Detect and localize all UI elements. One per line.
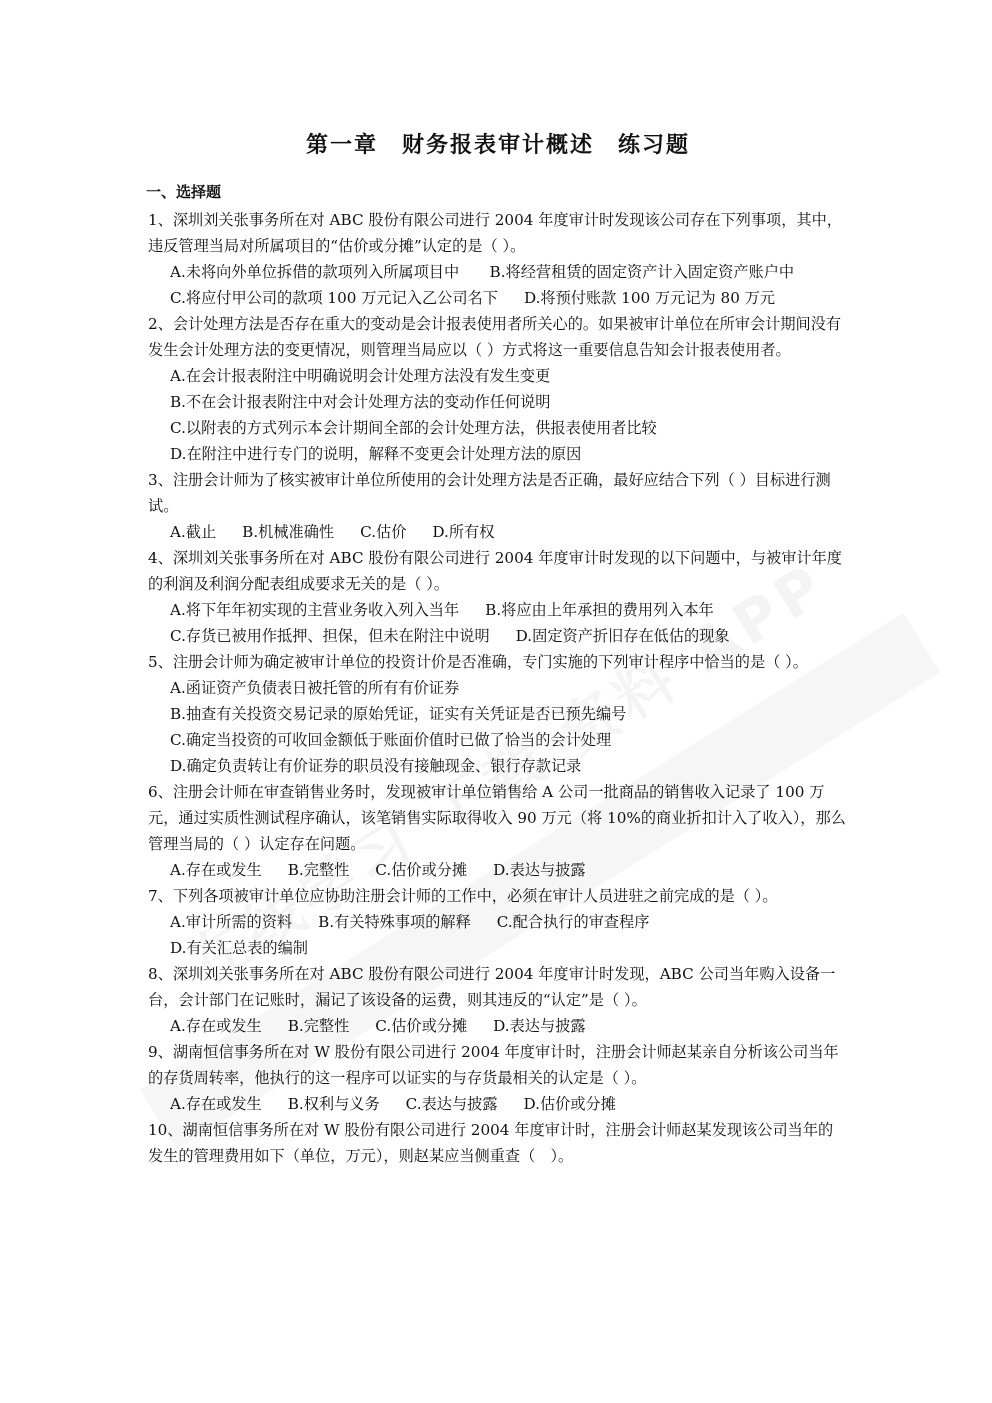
q3-option-d: D.所有权 (432, 523, 495, 541)
question-8: 8、深圳刘关张事务所在对 ABC 股份有限公司进行 2004 年度审计时发现，ABC 公司当年购入设备一台，会计部门在记账时，漏记了该设备的运费，则其违反的“认定”是（ ）。 (148, 965, 836, 1009)
q2-option-d: D.在附注中进行专门的说明，解释不变更会计处理方法的原因 (170, 445, 582, 463)
q5-option-b: B.抽查有关投资交易记录的原始凭证，证实有关凭证是否已预先编号 (170, 705, 627, 723)
q5-option-a: A.函证资产负债表日被托管的所有有价证券 (170, 679, 460, 697)
q6-option-b: B.完整性 (287, 861, 350, 879)
q3-option-b: B.机械准确性 (242, 523, 335, 541)
q2-option-a: A.在会计报表附注中明确说明会计处理方法没有发生变更 (170, 367, 551, 385)
q7-option-a: A.审计所需的资料 (170, 913, 293, 931)
q1-option-c: C.将应付甲公司的款项 100 万元记入乙公司名下 (170, 289, 498, 307)
q9-option-b: B.权利与义务 (287, 1095, 380, 1113)
q7-options-abc (170, 909, 848, 935)
q8-options (170, 1013, 848, 1039)
q4-option-d: D.固定资产折旧存在低估的现象 (515, 627, 730, 645)
q8-option-d: D.表达与披露 (493, 1017, 586, 1035)
q8-option-c: C.估价或分摊 (375, 1017, 468, 1035)
q7-option-d: D.有关汇总表的编制 (170, 939, 308, 957)
question-1: 1、深圳刘关张事务所在对 ABC 股份有限公司进行 2004 年度审计时发现该公司存在下列事项，其中，违反管理当局对所属项目的“估价或分摊”认定的是（ ）。 (148, 211, 842, 255)
q9-option-c: C.表达与披露 (405, 1095, 498, 1113)
q7-option-c: C.配合执行的审查程序 (496, 913, 650, 931)
question-10: 10、湖南恒信事务所在对 W 股份有限公司进行 2004 年度审计时，注册会计师赵某发现该公司当年的发生的管理费用如下（单位，万元），则赵某应当侧重查（ ）。 (148, 1121, 834, 1165)
q2-option-c: C.以附表的方式列示本会计期间全部的会计处理方法，供报表使用者比较 (170, 419, 657, 437)
question-9: 9、湖南恒信事务所在对 W 股份有限公司进行 2004 年度审计时，注册会计师赵某亲自分析该公司当年的存货周转率，他执行的这一程序可以证实的与存货最相关的认定是（ ）。 (148, 1043, 839, 1087)
q5-option-d: D.确定负责转让有价证券的职员没有接触现金、银行存款记录 (170, 757, 582, 775)
q9-option-a: A.存在或发生 (170, 1095, 262, 1113)
q4-option-a: A.将下年年初实现的主营业务收入列入当年 (170, 601, 460, 619)
q6-options (170, 857, 848, 883)
q8-option-a: A.存在或发生 (170, 1017, 262, 1035)
q4-options-ab (170, 597, 848, 623)
question-5: 5、注册会计师为确定被审计单位的投资计价是否准确，专门实施的下列审计程序中恰当的是（ ）。 (148, 653, 808, 671)
question-3: 3、注册会计师为了核实被审计单位所使用的会计处理方法是否正确，最好应结合下列（ ）目标进行测试。 (148, 471, 831, 515)
q5-option-c: C.确定当投资的可收回金额低于账面价值时已做了恰当的会计处理 (170, 731, 612, 749)
question-4: 4、深圳刘关张事务所在对 ABC 股份有限公司进行 2004 年度审计时发现的以下问题中，与被审计年度的利润及利润分配表组成要求无关的是（ ）。 (148, 549, 842, 593)
page-title: 第一章 财务报表审计概述 练习题 (305, 133, 690, 158)
q3-option-a: A.截止 (170, 523, 217, 541)
q9-option-d: D.估价或分摊 (523, 1095, 616, 1113)
q3-option-c: C.估价 (360, 523, 407, 541)
q1-option-d: D.将预付账款 100 万元记为 80 万元 (523, 289, 776, 307)
question-7: 7、下列各项被审计单位应协助注册会计师的工作中，必须在审计人员进驻之前完成的是（ ）。 (148, 887, 778, 905)
question-6: 6、注册会计师在审查销售业务时，发现被审计单位销售给 A 公司一批商品的销售收入记录了 100 万元，通过实质性测试程序确认，该笔销售实际取得收入 90 万元（将 10%的商业折扣计入了收入），那么管理当局的（ ）认定存在问题。 (148, 783, 846, 853)
q4-options-cd (170, 623, 848, 649)
q7-option-b: B.有关特殊事项的解释 (318, 913, 471, 931)
section-heading: 一、选择题 (146, 183, 222, 201)
q4-option-c: C.存货已被用作抵押、担保，但未在附注中说明 (170, 627, 490, 645)
q6-option-d: D.表达与披露 (493, 861, 586, 879)
q2-option-b: B.不在会计报表附注中对会计处理方法的变动作任何说明 (170, 393, 551, 411)
q9-options (170, 1091, 848, 1117)
q8-option-b: B.完整性 (287, 1017, 350, 1035)
q6-option-a: A.存在或发生 (170, 861, 262, 879)
q1-options-cd (170, 285, 848, 311)
q3-options (170, 519, 848, 545)
q1-options-ab: A.未将向外单位拆借的款项列入所属项目中 B.将经营租赁的固定资产计入固定资产账户中 (170, 263, 795, 281)
question-2: 2、会计处理方法是否存在重大的变动是会计报表使用者所关心的。如果被审计单位在所审会计期间没有发生会计处理方法的变更情况，则管理当局应以（ ）方式将这一重要信息告知会计报表使用者。 (148, 315, 842, 359)
q4-option-b: B.将应由上年承担的费用列入本年 (485, 601, 714, 619)
q6-option-c: C.估价或分摊 (375, 861, 468, 879)
document-page (148, 128, 848, 1169)
